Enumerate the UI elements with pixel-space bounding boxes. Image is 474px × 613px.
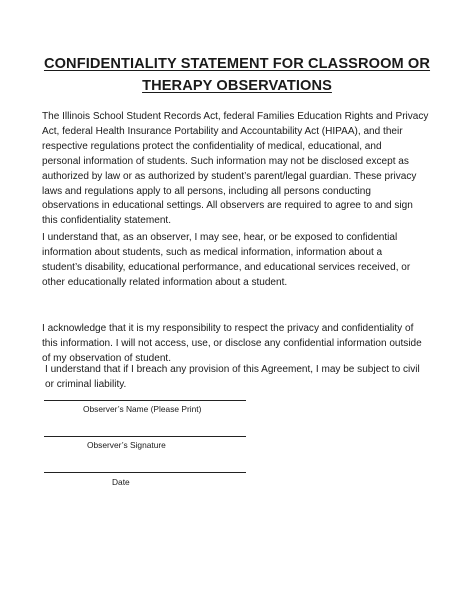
- document-title-line-1: CONFIDENTIALITY STATEMENT FOR CLASSROOM OR: [43, 56, 431, 72]
- observer-exposure-paragraph: [42, 231, 434, 291]
- liability-paragraph: [45, 363, 437, 393]
- paragraph-line: personal information of students. Such information may not be disclosed except as: [42, 155, 409, 167]
- paragraph-line: I acknowledge that it is my responsibility to respect the privacy and confidentiality of: [42, 323, 414, 334]
- date-label: Date: [112, 477, 130, 487]
- observer-signature-line[interactable]: [44, 436, 246, 437]
- paragraph-line: student’s disability, educational performance, and educational services received, or: [42, 261, 411, 273]
- paragraph-line: Act, federal Health Insurance Portability and Accountability Act (HIPAA), and their: [42, 125, 403, 137]
- observer-signature-label: Observer’s Signature: [87, 440, 166, 450]
- observer-name-label: Observer’s Name (Please Print): [83, 404, 202, 414]
- paragraph-line: of my observation of student.: [42, 352, 172, 364]
- observer-name-line[interactable]: [44, 400, 246, 401]
- paragraph-line: authorized by law or as authorized by student’s parent/legal guardian. These privacy: [42, 170, 417, 182]
- paragraph-line: laws and regulations apply to all persons, including all persons conducting: [42, 185, 371, 197]
- paragraph-line: this confidentiality statement.: [42, 215, 172, 227]
- paragraph-line: information about students, such as medical information, information about a: [42, 246, 383, 258]
- date-line[interactable]: [44, 472, 246, 473]
- paragraph-line: observations in educational settings. All observers are required to agree to and sign: [42, 200, 413, 212]
- paragraph-line: this information. I will not access, use, or disclose any confidential information outside: [42, 337, 422, 349]
- paragraph-line: other educationally related information about a student.: [42, 276, 288, 288]
- document-title-line-2: THERAPY OBSERVATIONS: [142, 78, 332, 94]
- paragraph-line: respective regulations protect the confidentiality of medical, educational, and: [42, 140, 382, 152]
- paragraph-line: The Illinois School Student Records Act, federal Families Education Rights and Privacy: [42, 111, 429, 122]
- responsibility-paragraph: [42, 322, 434, 367]
- privacy-laws-paragraph: [42, 110, 434, 229]
- paragraph-line: I understand that if I breach any provision of this Agreement, I may be subject to civil: [45, 364, 420, 375]
- paragraph-line: or criminal liability.: [45, 378, 127, 390]
- paragraph-line: I understand that, as an observer, I may see, hear, or be exposed to confidential: [42, 232, 398, 243]
